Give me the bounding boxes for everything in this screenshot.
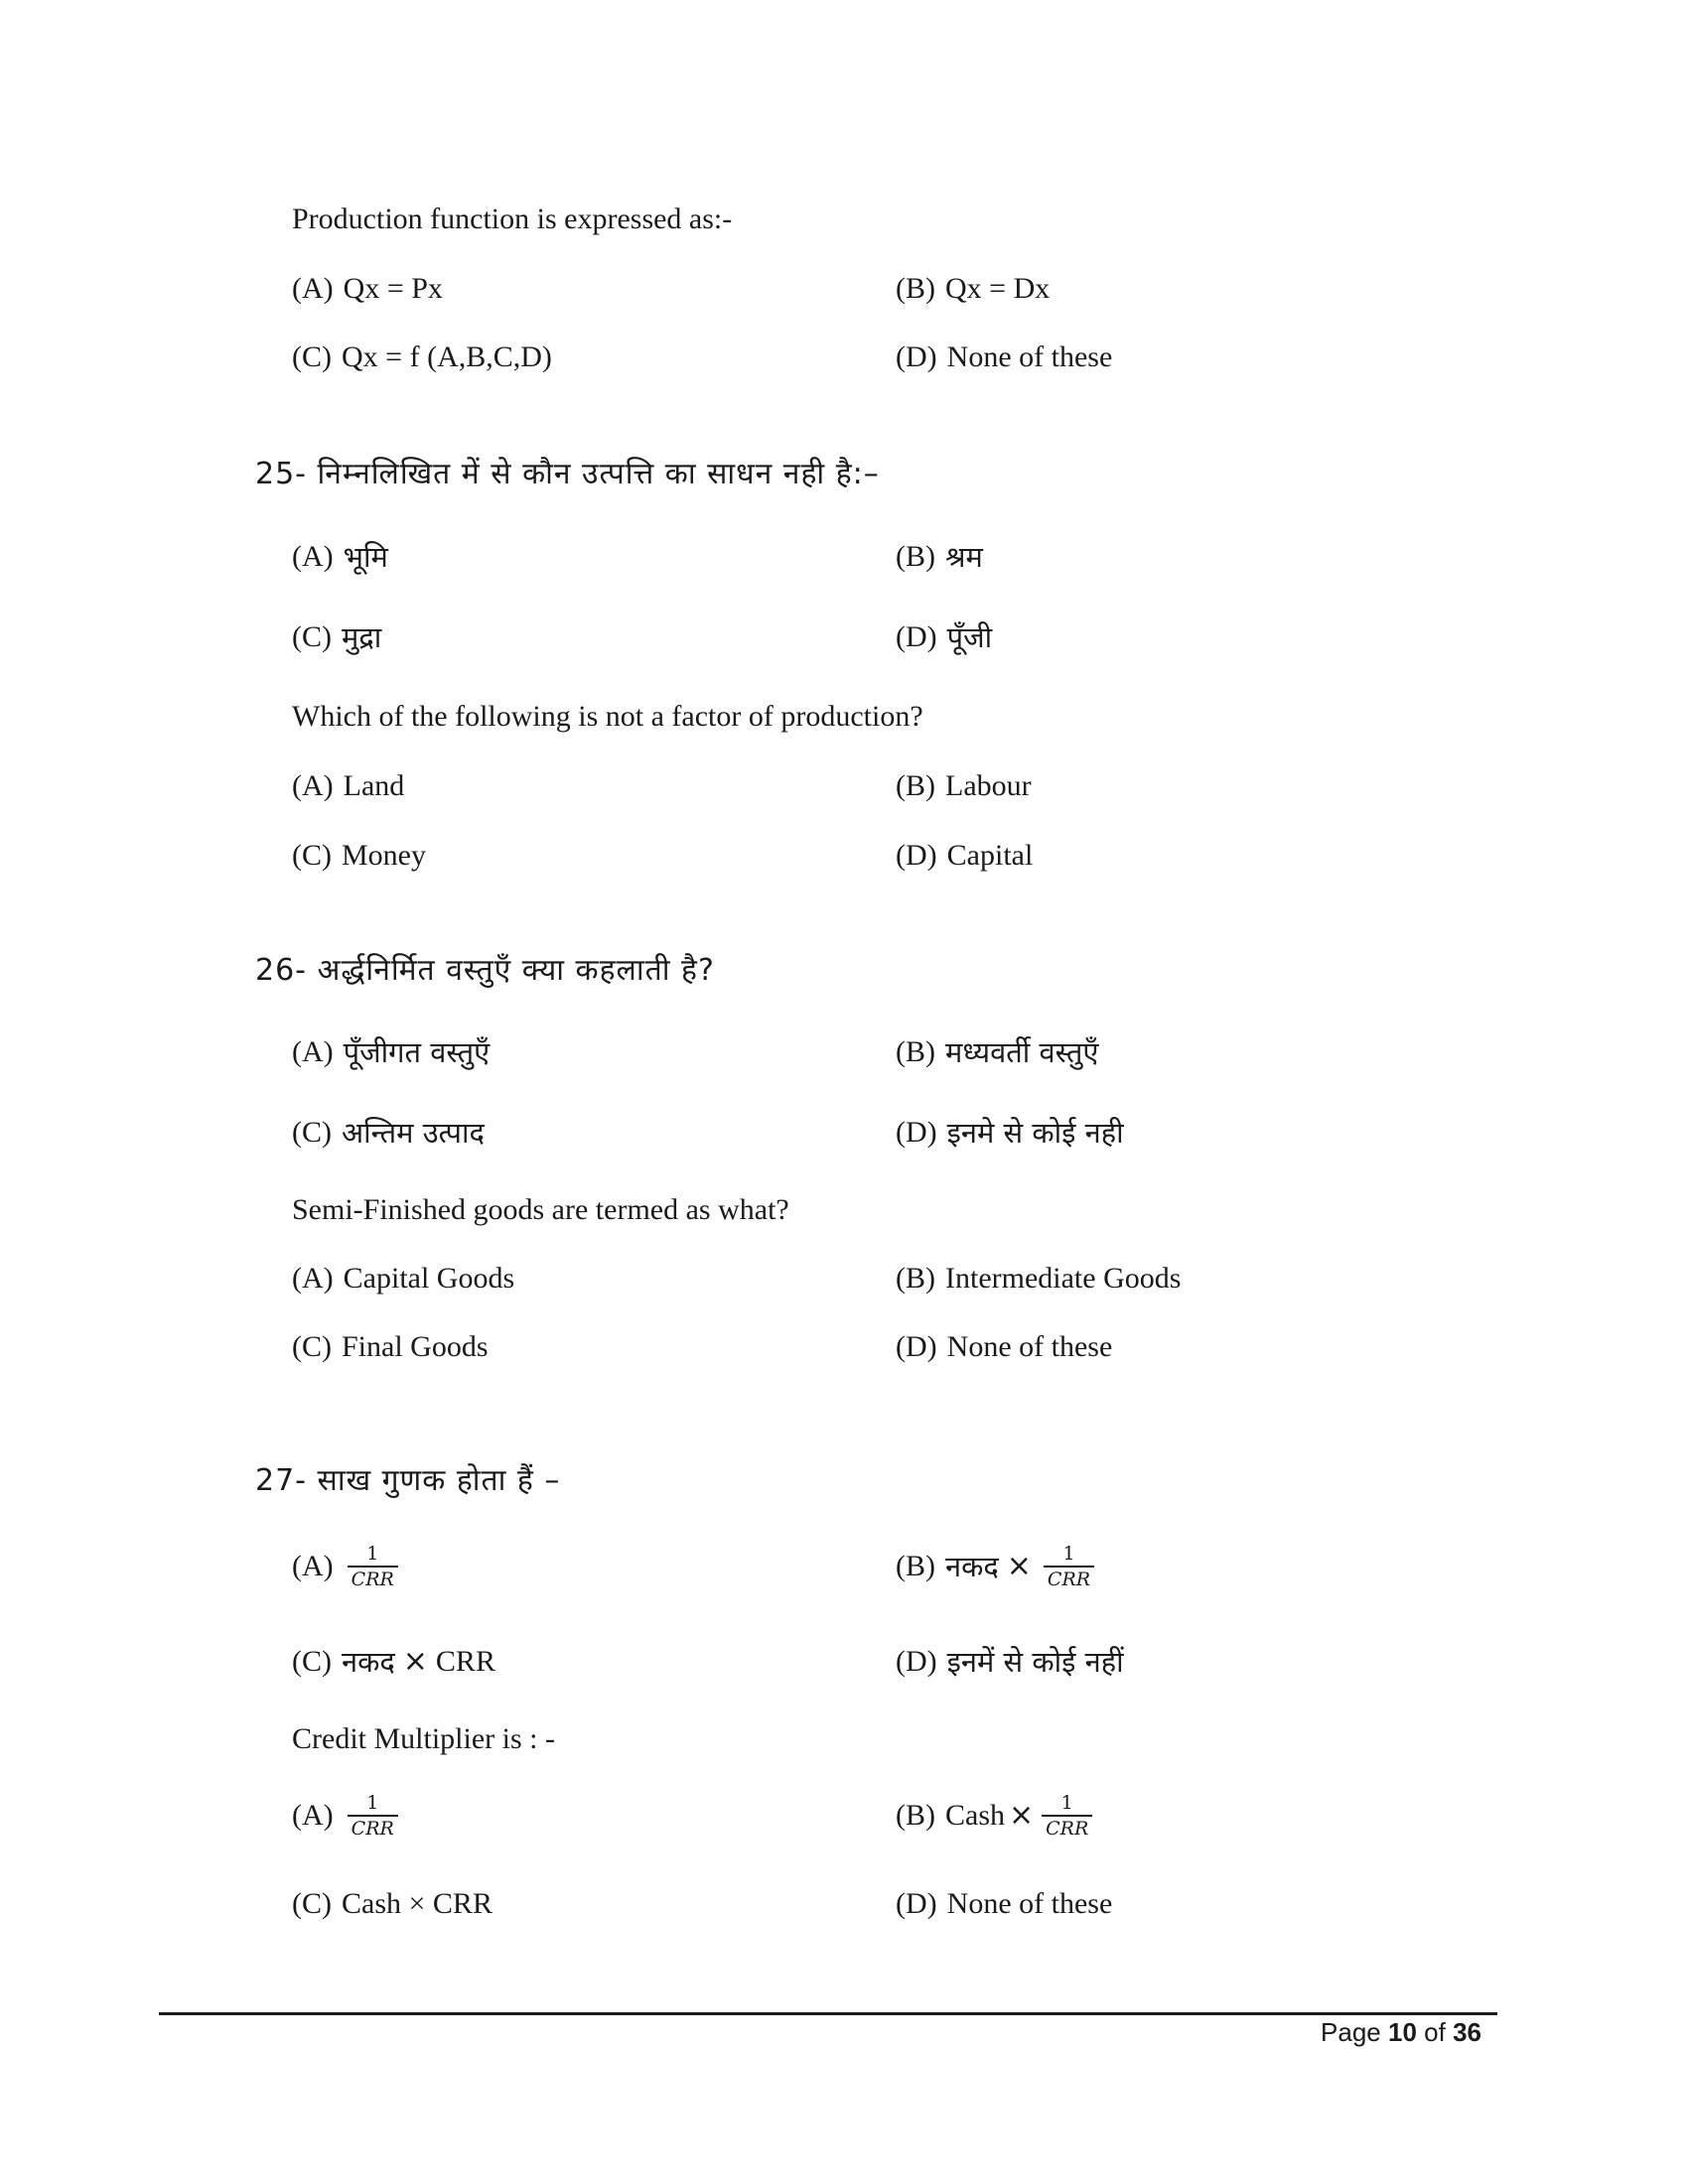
option-label: (C): [292, 1116, 332, 1149]
q24-option-a: [292, 269, 443, 309]
q26-option-b-en: [896, 1259, 1181, 1298]
q25-option-c-hi: [292, 617, 381, 657]
option-text: None of these: [946, 1887, 1113, 1920]
fraction: [348, 1793, 398, 1839]
fraction-bar: [348, 1815, 398, 1817]
option-text: Intermediate Goods: [945, 1262, 1182, 1295]
option-label: (A): [292, 1262, 334, 1295]
fraction-bar: [1042, 1815, 1092, 1817]
option-text: Final Goods: [342, 1330, 489, 1363]
times-sign: ×: [1009, 1798, 1035, 1833]
option-label: (D): [896, 1645, 937, 1678]
option-prefix: नकद: [342, 1645, 395, 1679]
fraction: [1044, 1544, 1094, 1589]
q24-option-b: [896, 269, 1050, 309]
option-prefix: Cash: [945, 1799, 1005, 1832]
q27-option-a-en: [292, 1793, 398, 1839]
option-text: Cash × CRR: [342, 1887, 492, 1920]
option-label: (B): [896, 769, 935, 802]
option-label: (A): [292, 769, 334, 802]
q27-option-d-en: [896, 1884, 1112, 1924]
option-label: (A): [292, 1035, 334, 1068]
q24-question-en: Production function is expressed as:-: [292, 203, 733, 235]
option-label: (D): [896, 1887, 937, 1920]
q27-option-d-hi: [896, 1642, 1124, 1682]
option-label: (D): [896, 839, 937, 872]
fraction-bar: [348, 1566, 398, 1568]
q25-question-hi: 25- निम्नलिखित में से कौन उत्पत्ति का साधन नही है:–: [255, 457, 880, 491]
q27-question-en: Credit Multiplier is : -: [292, 1722, 555, 1755]
fraction: [1042, 1793, 1092, 1839]
q26-option-b-hi: [896, 1032, 1098, 1072]
q24-option-c: [292, 338, 552, 377]
q25-option-a-hi: [292, 537, 388, 577]
page-current: 10: [1388, 2017, 1417, 2047]
option-label: (D): [896, 1116, 937, 1149]
q25-option-c-en: [292, 836, 426, 876]
option-prefix: नकद: [945, 1550, 999, 1583]
option-label: (B): [896, 1550, 935, 1582]
option-label: (C): [292, 1645, 332, 1678]
q27-option-c-en: [292, 1884, 492, 1924]
q27-option-b-en: [896, 1793, 1092, 1839]
q25-question-en: Which of the following is not a factor of production?: [292, 700, 923, 733]
q26-option-a-en: [292, 1259, 514, 1298]
option-label: (B): [896, 1262, 935, 1295]
option-label: (B): [896, 272, 935, 305]
fraction-numerator: 1: [1060, 1792, 1073, 1814]
option-label: (B): [896, 1035, 935, 1068]
option-label: (A): [292, 272, 334, 305]
q26-option-a-hi: [292, 1032, 490, 1072]
option-text: Qx = Dx: [945, 272, 1051, 305]
q27-option-c-hi: [292, 1642, 495, 1682]
fraction-numerator: 1: [366, 1792, 379, 1814]
q26-option-d-hi: [896, 1113, 1124, 1153]
footer-divider: [159, 2012, 1497, 2015]
option-label: (C): [292, 620, 332, 653]
option-text: पूँजी: [946, 620, 993, 654]
q27-option-b-hi: [896, 1544, 1094, 1589]
option-text: भूमि: [343, 540, 388, 574]
page-total: 36: [1453, 2017, 1481, 2047]
option-label: (D): [896, 1330, 937, 1363]
fraction-numerator: 1: [1062, 1543, 1075, 1565]
q25-option-d-en: [896, 836, 1033, 876]
option-label: (D): [896, 341, 937, 373]
q25-option-b-en: [896, 766, 1032, 806]
q25-option-b-hi: [896, 537, 983, 577]
fraction-denominator: CRR: [351, 1818, 394, 1840]
q26-option-d-en: [896, 1327, 1112, 1367]
q26-question-en: Semi-Finished goods are termed as what?: [292, 1193, 789, 1226]
option-text: Qx = f (A,B,C,D): [342, 341, 552, 373]
fraction-denominator: CRR: [1047, 1569, 1091, 1590]
option-suffix: CRR: [435, 1645, 495, 1678]
q26-option-c-en: [292, 1327, 489, 1367]
option-label: (A): [292, 1799, 334, 1832]
times-sign: ×: [402, 1644, 428, 1679]
option-text: इनमे से कोई नही: [946, 1116, 1124, 1150]
fraction: [348, 1544, 398, 1589]
q25-option-a-en: [292, 766, 404, 806]
option-label: (C): [292, 341, 332, 373]
page-number: [1321, 2015, 1481, 2049]
of-word: of: [1424, 2017, 1446, 2047]
option-label: (C): [292, 1887, 332, 1920]
option-text: Labour: [945, 769, 1032, 802]
option-text: श्रम: [945, 540, 983, 574]
option-text: Capital Goods: [343, 1262, 515, 1295]
option-text: इनमें से कोई नहीं: [946, 1645, 1124, 1679]
fraction-denominator: CRR: [351, 1569, 394, 1590]
option-label: (C): [292, 1330, 332, 1363]
option-text: Land: [343, 769, 405, 802]
fraction-bar: [1044, 1566, 1094, 1568]
option-label: (C): [292, 839, 332, 872]
page-word: Page: [1321, 2017, 1381, 2047]
option-text: Qx = Px: [343, 272, 443, 305]
option-text: None of these: [946, 1330, 1113, 1363]
option-text: Capital: [946, 839, 1034, 872]
q26-question-hi: 26- अर्द्धनिर्मित वस्तुएँ क्या कहलाती है?: [255, 953, 715, 988]
q25-option-d-hi: [896, 617, 992, 657]
option-label: (B): [896, 1799, 935, 1832]
option-text: Money: [342, 839, 426, 872]
option-label: (B): [896, 540, 935, 573]
option-text: पूँजीगत वस्तुएँ: [343, 1035, 491, 1069]
option-text: मुद्रा: [342, 620, 382, 654]
q26-option-c-hi: [292, 1113, 485, 1153]
q24-option-d: [896, 338, 1112, 377]
option-label: (D): [896, 620, 937, 653]
q27-question-hi: 27- साख गुणक होता हैं –: [255, 1463, 561, 1498]
option-label: (A): [292, 540, 334, 573]
q27-option-a-hi: [292, 1544, 398, 1589]
option-label: (A): [292, 1550, 334, 1582]
fraction-numerator: 1: [366, 1543, 379, 1565]
option-text: मध्यवर्ती वस्तुएँ: [945, 1035, 1099, 1069]
fraction-denominator: CRR: [1046, 1818, 1089, 1840]
option-text: None of these: [946, 341, 1113, 373]
times-sign: ×: [1006, 1549, 1032, 1583]
option-text: अन्तिम उत्पाद: [342, 1116, 485, 1150]
